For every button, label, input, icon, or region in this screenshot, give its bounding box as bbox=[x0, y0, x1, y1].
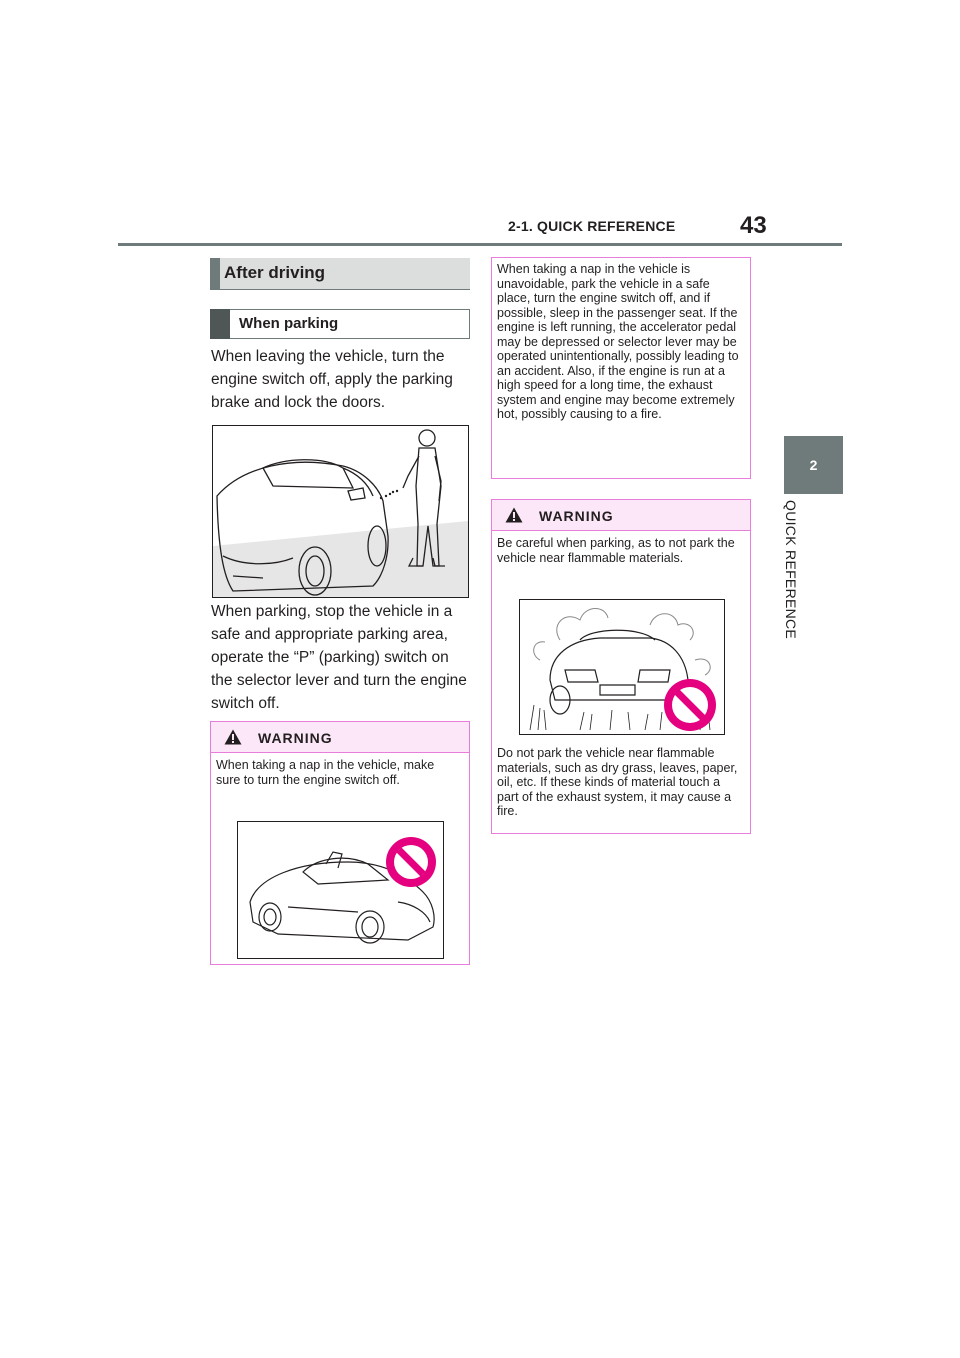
warning-triangle-icon bbox=[224, 729, 242, 745]
section-heading-bar bbox=[210, 258, 220, 289]
section-header: 2-1. QUICK REFERENCE bbox=[508, 218, 676, 234]
intro-paragraph: When leaving the vehicle, turn the engine switch off, apply the parking brake and lock the doors. bbox=[211, 348, 453, 411]
subsection-heading-bar bbox=[210, 309, 230, 339]
warning-header bbox=[492, 500, 750, 531]
warning-title: WARNING bbox=[258, 730, 333, 746]
chapter-side-label bbox=[779, 500, 809, 660]
warning-text: When taking a nap in the vehicle, make sure to turn the engine switch off. bbox=[216, 758, 435, 787]
subsection-heading bbox=[210, 309, 470, 339]
warning-header bbox=[211, 722, 469, 753]
chapter-label: QUICK REFERENCE bbox=[783, 500, 799, 640]
nap-car-illustration bbox=[238, 822, 443, 958]
locking-car-illustration bbox=[213, 426, 468, 597]
warning-triangle-icon bbox=[505, 507, 523, 523]
figure-nap-car bbox=[237, 821, 444, 959]
flammable-illustration bbox=[520, 600, 724, 734]
warning-text-bottom: Do not park the vehicle near flammable materials, such as dry grass, leaves, paper, oil, etc. If these kinds of material touch a part of the exhaust system, it may cause a fire. bbox=[497, 746, 738, 818]
chapter-tab[interactable] bbox=[784, 436, 843, 494]
section-title: After driving bbox=[224, 263, 326, 282]
page-number: 43 bbox=[740, 212, 767, 239]
note-text: When taking a nap in the vehicle is unavoidable, park the vehicle in a safe place, turn the engine switch off, and if possible, sleep in the passenger seat. If the engine is left running, the accelerator pedal may be depressed or selector lever may be operated unintentionally, possibly leading to an accident. Also, if the engine is run at a high speed for a long time, the exhaust system and engine may become extremely hot, possibly causing to a fire. bbox=[497, 262, 739, 421]
figure-locking-car bbox=[212, 425, 469, 598]
section-heading bbox=[210, 258, 470, 290]
warning-text-top: Be careful when parking, as to not park the vehicle near flammable materials. bbox=[497, 536, 735, 565]
parking-paragraph: When parking, stop the vehicle in a safe and appropriate parking area, operate the “P” (parking) switch on the selector lever and turn the engine switch off. bbox=[211, 603, 467, 712]
warning-box-nap bbox=[210, 721, 470, 965]
header-rule bbox=[118, 243, 842, 246]
chapter-number: 2 bbox=[809, 457, 818, 473]
warning-title: WARNING bbox=[539, 508, 614, 524]
subsection-title: When parking bbox=[239, 315, 339, 332]
figure-flammable bbox=[519, 599, 725, 735]
warning-box-flammable bbox=[491, 499, 751, 834]
note-box-nap bbox=[491, 257, 751, 479]
